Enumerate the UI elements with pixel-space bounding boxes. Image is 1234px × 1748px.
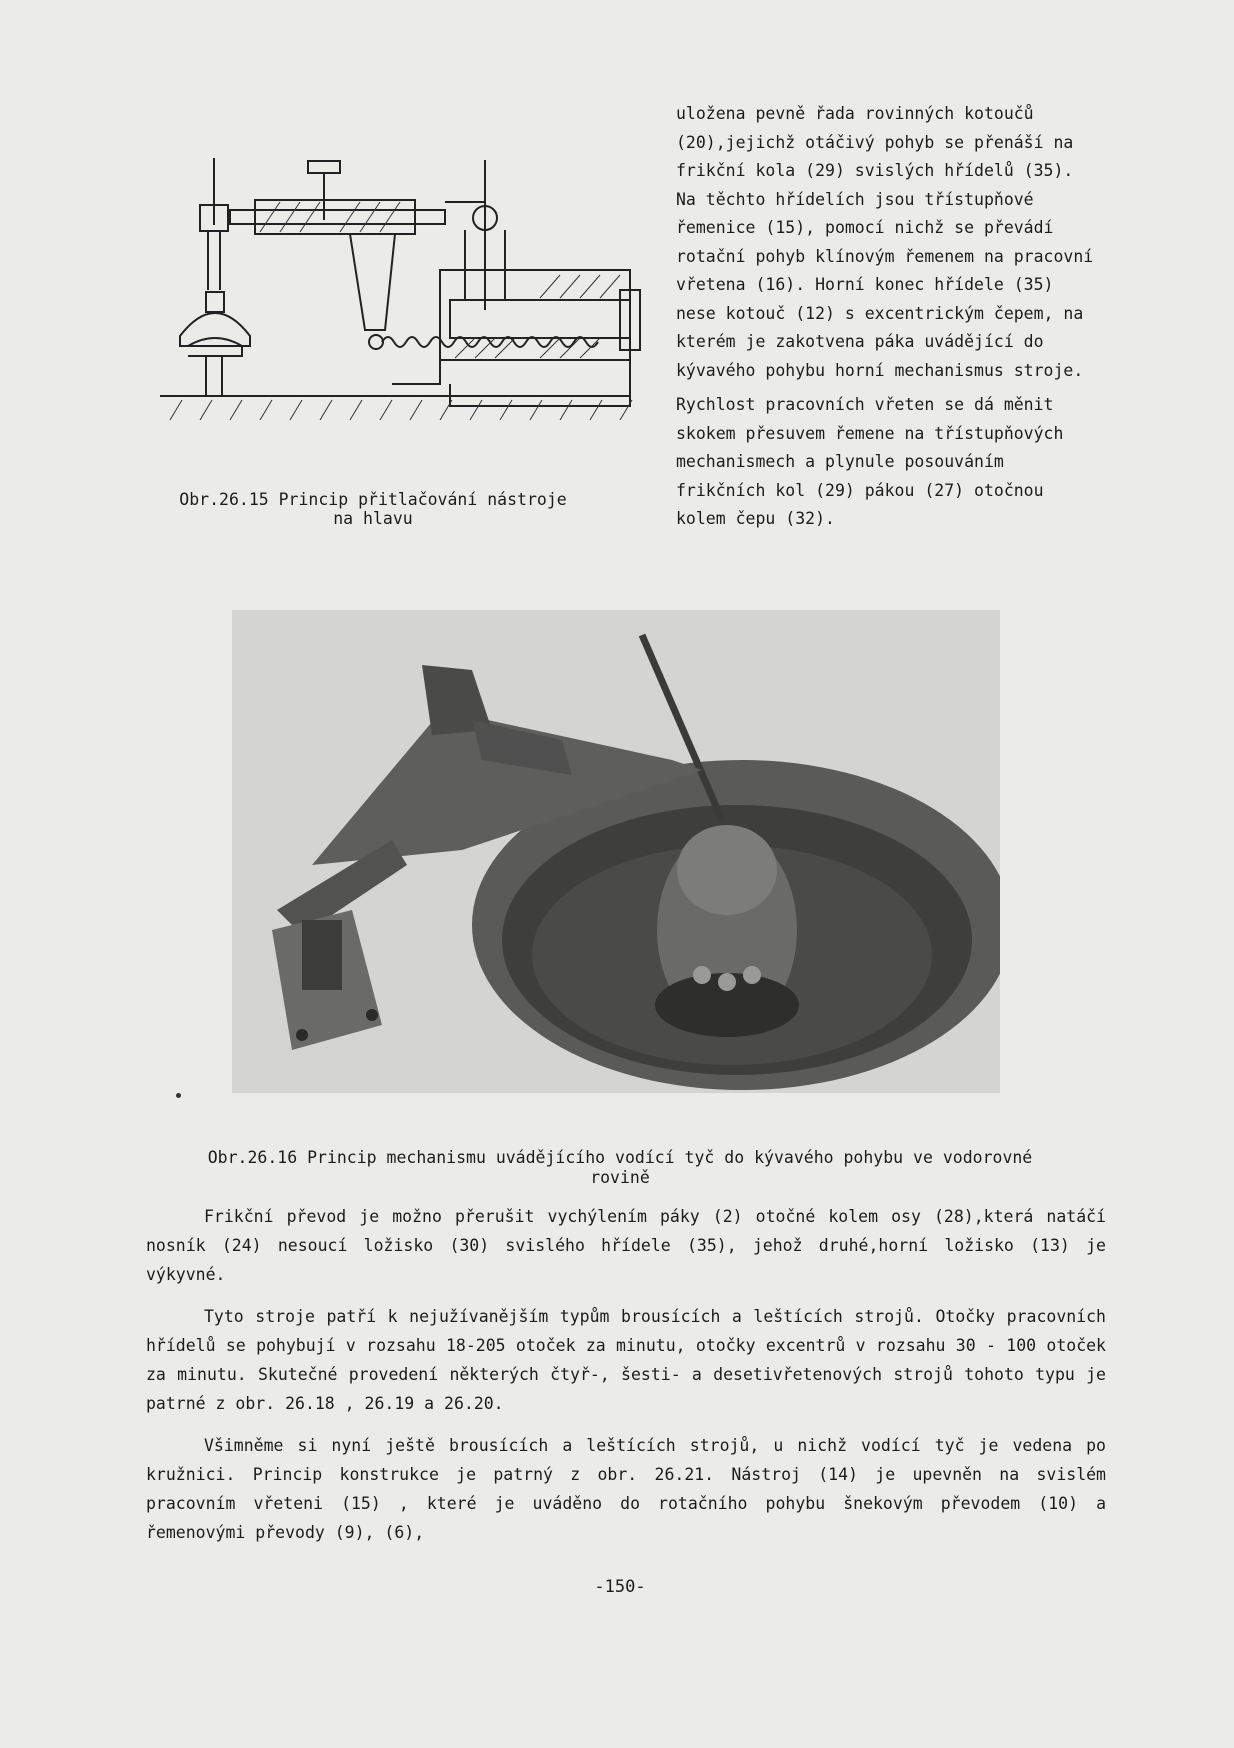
figure-26-15-caption: Obr.26.15 Princip přitlačování nástroje na hlavu (179, 490, 567, 528)
figure-26-16-photo (232, 610, 1000, 1093)
page-number: -150- (594, 1577, 646, 1597)
body-text (146, 1202, 1106, 1560)
paragraph: Rychlost pracovních vřeten se dá měnit skokem přesuvem řemene na třístupňových mechanismech a plynule posouváním frikčních kol (29) pákou (27) otočnou kolem čepu (32). (676, 395, 1064, 528)
speck (176, 1093, 181, 1098)
figure-26-15-drawing (160, 130, 650, 470)
figure-26-16-caption: Obr.26.16 Princip mechanismu uvádějícího vodící tyč do kývavého pohybu ve vodorovné rovině (207, 1148, 1033, 1187)
paragraph: Všimněme si nyní ještě brousících a leštících strojů, u nichž vodící tyč je vedena po kružnici. Princip konstrukce je patrný z obr. 26.21. Nástroj (14) je upevněn na svislém pracovním vřeteni (15) , které je uváděno do rotačního pohybu šnekovým převodem (10) a řemenovými převody (9), (6), (146, 1436, 1106, 1542)
paragraph: Tyto stroje patří k nejužívanějším typům brousících a leštících strojů. Otočky pracovních hřídelů se pohybují v rozsahu 18-205 otoček za minutu, otočky excentrů v rozsahu 30 - 100 otoček za minutu. Skutečné provedení některých čtyř-, šesti- a desetivřetenových strojů tohoto typu je patrné z obr. 26.18 , 26.19 a 26.20. (146, 1307, 1106, 1413)
paragraph: Frikční převod je možno přerušit vychýlením páky (2) otočné kolem osy (28),která natáčí nosník (24) nesoucí ložisko (30) svislého hřídele (35), jehož druhé,horní ložisko (13) je výkyvné. (146, 1207, 1106, 1284)
paragraph: uložena pevně řada rovinných kotoučů (20),jejichž otáčivý pohyb se přenáší na frikční kola (29) svislých hřídelů (35). Na těchto hřídelích jsou třístupňové řemenice (15), pomocí nichž se převádí rotační pohyb klínovým řemenem na pracovní vřetena (16). Horní konec hřídele (35) nese kotouč (12) s excentrickým čepem, na kterém je zakotvena páka uvádějící do kývavého pohybu horní mechanismus stroje. (676, 104, 1094, 380)
right-column-text (676, 100, 1096, 540)
